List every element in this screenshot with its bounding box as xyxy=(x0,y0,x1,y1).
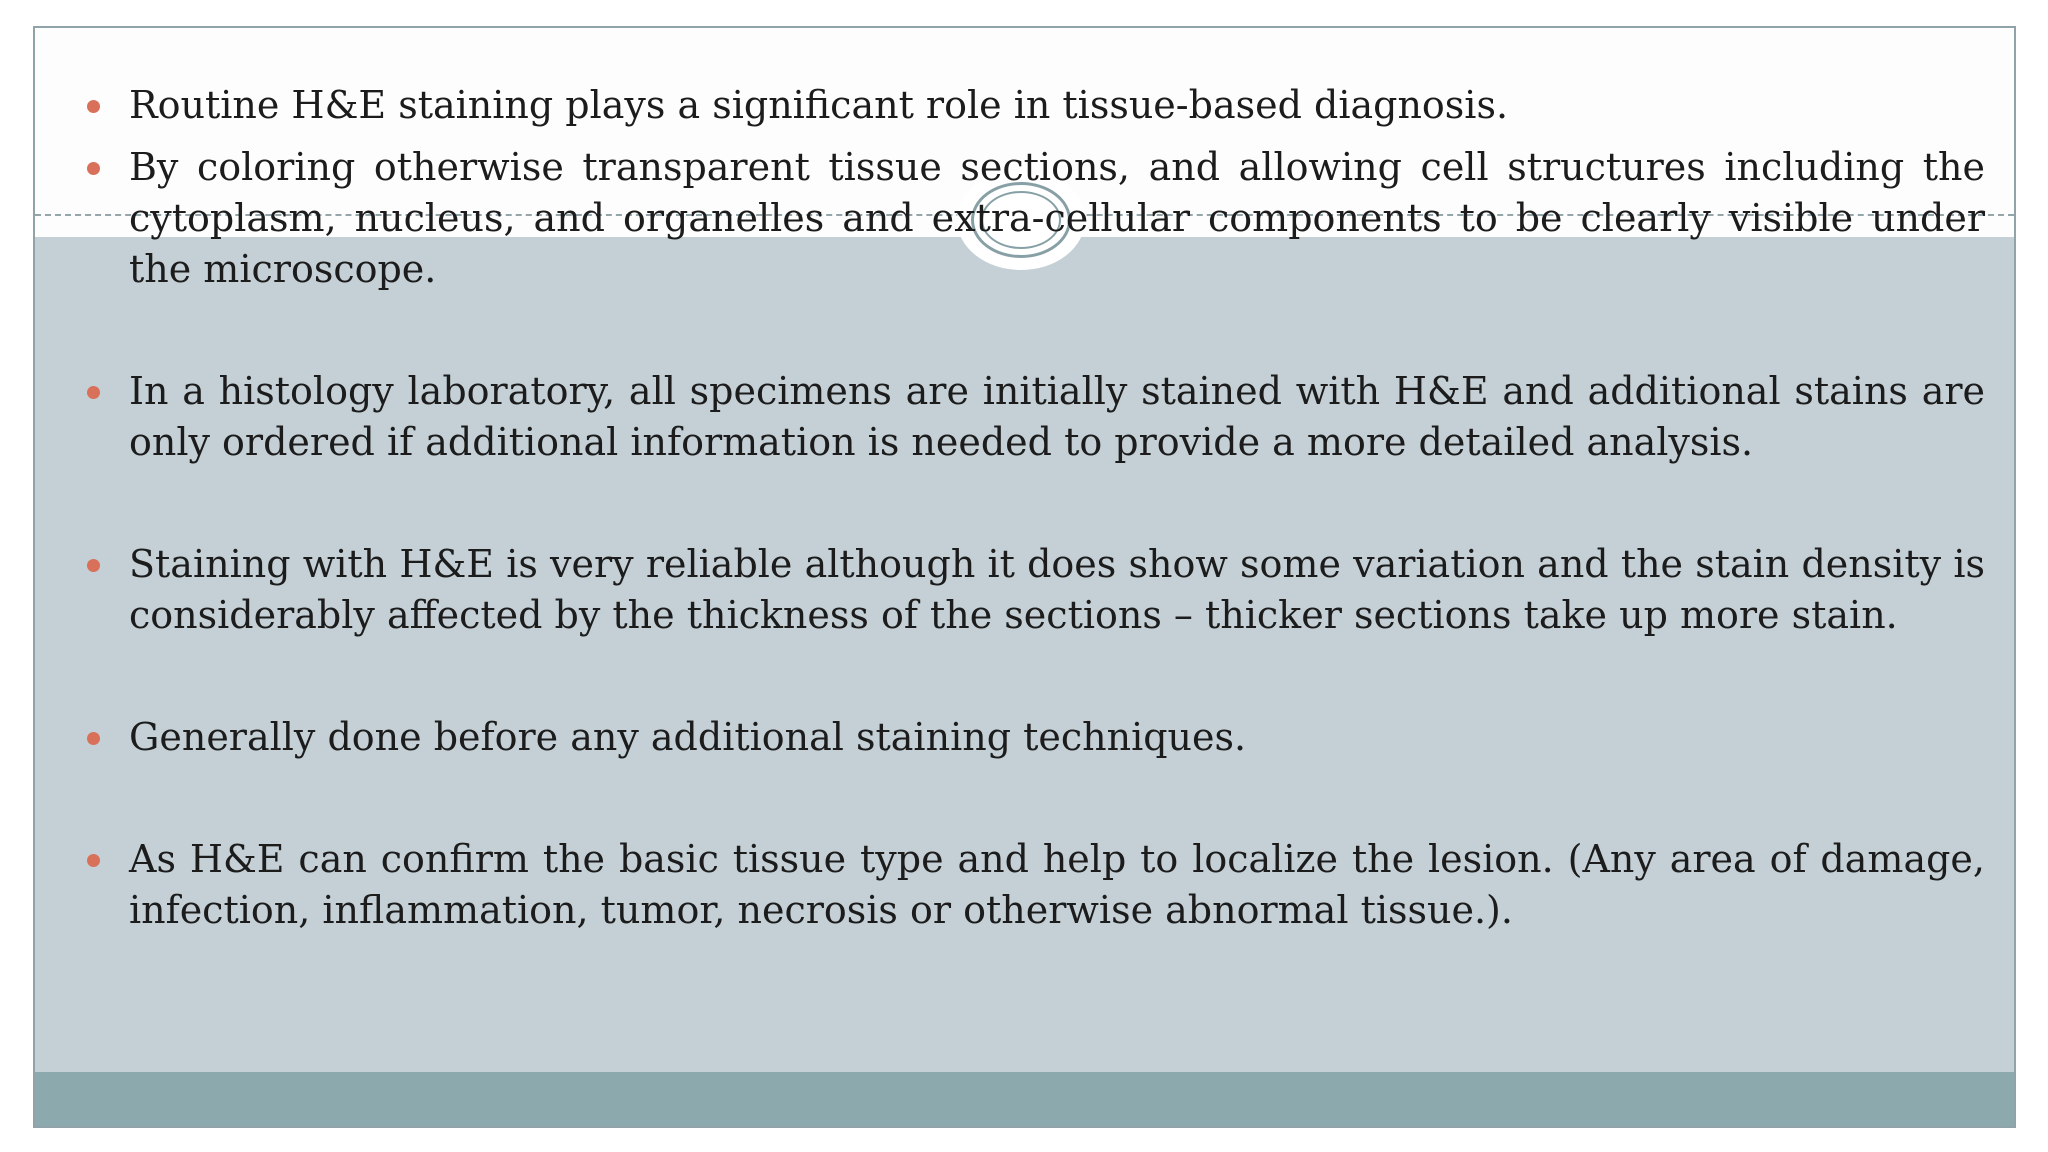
bullet-text: By coloring otherwise transparent tissue sections, and allowing cell structures including the cytoplasm, nucleus, and organelles and extra-cellular components to be clearly visible under the microscope. xyxy=(129,145,1985,291)
bullet-dot-icon xyxy=(87,732,100,745)
bullet-dot-icon xyxy=(87,559,100,572)
bullet-text: Staining with H&E is very reliable although it does show some variation and the stain density is considerably affected by the thickness of the sections – thicker sections take up more stain. xyxy=(129,542,1985,637)
slide-footer-bar xyxy=(35,1072,2014,1126)
bullet-dot-icon xyxy=(87,162,100,175)
bullet-text: As H&E can confirm the basic tissue type and help to localize the lesion. (Any area of damage, infection, inflammation, tumor, necrosis or otherwise abnormal tissue.). xyxy=(129,837,1985,932)
bullet-dot-icon xyxy=(87,386,100,399)
bullet-item xyxy=(129,80,1985,131)
bullet-item xyxy=(129,539,1985,641)
bullet-text: Routine H&E staining plays a significant role in tissue-based diagnosis. xyxy=(129,83,1509,127)
bullet-item xyxy=(129,142,1985,295)
bullet-text: In a histology laboratory, all specimens are initially stained with H&E and additional stains are only ordered if additional information is needed to provide a more detailed analysis. xyxy=(129,369,1985,464)
bullet-item xyxy=(129,834,1985,936)
bullet-dot-icon xyxy=(87,854,100,867)
bullet-text: Generally done before any additional staining techniques. xyxy=(129,715,1247,759)
bullet-dot-icon xyxy=(87,100,100,113)
bullet-list xyxy=(129,80,1985,936)
slide xyxy=(33,26,2016,1128)
bullet-item xyxy=(129,366,1985,468)
bullet-item xyxy=(129,712,1985,763)
